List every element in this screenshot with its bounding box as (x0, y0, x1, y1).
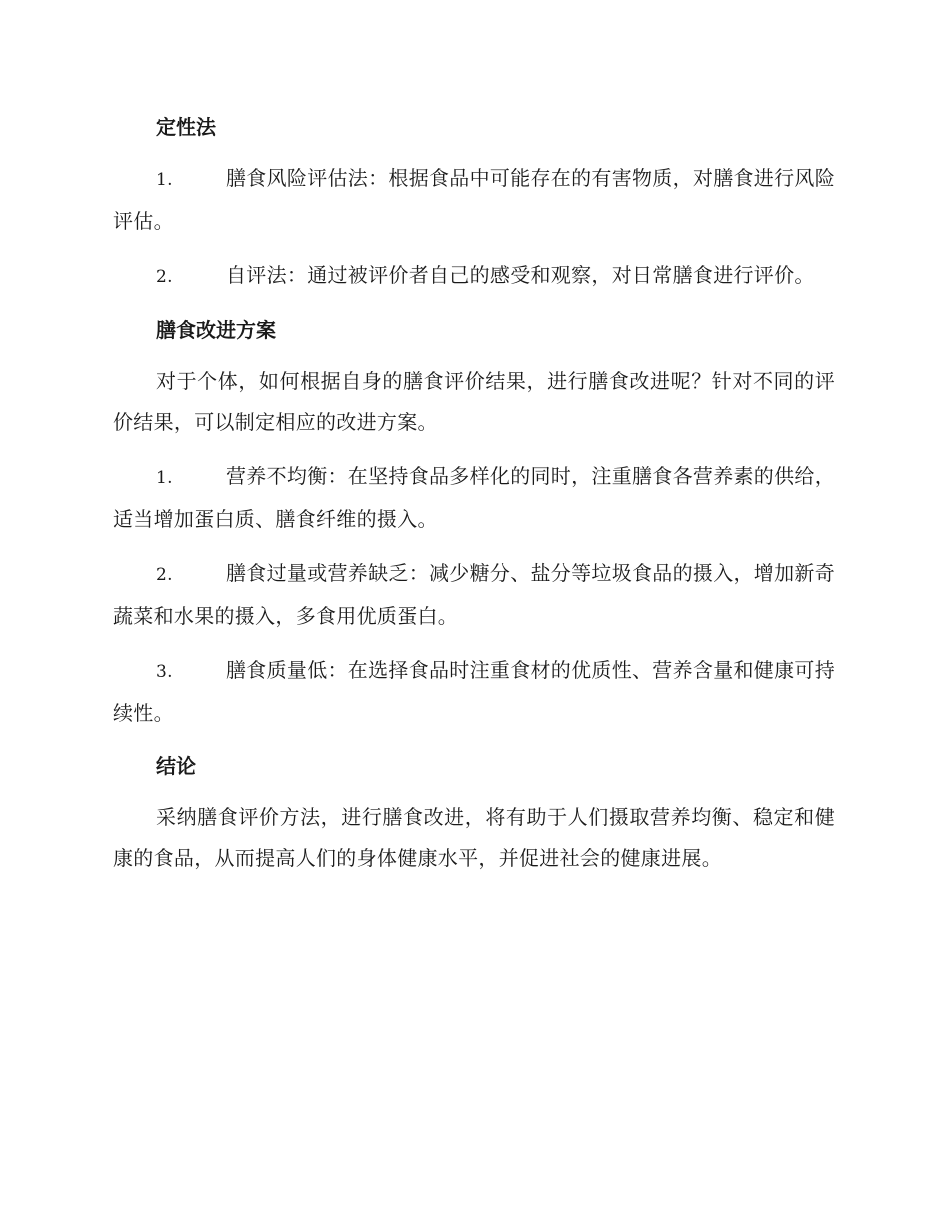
list-item-number: 1. (156, 468, 173, 488)
list-item-text: 自评法：通过被评价者自己的感受和观察，对日常膳食进行评价。 (226, 263, 815, 287)
list-item-text: 营养不均衡：在坚持食品多样化的同时，注重膳食各营养素的供给，适当增加蛋白质、膳食纤维的摄入。 (113, 464, 835, 531)
conclusion-paragraph: 采纳膳食评价方法，进行膳食改进，将有助于人们摄取营养均衡、稳定和健康的食品，从而提高人们的身体健康水平，并促进社会的健康进展。 (113, 805, 835, 870)
list-item (113, 553, 835, 637)
list-item (113, 255, 835, 298)
list-item (113, 456, 835, 540)
list-item-text: 膳食质量低：在选择食品时注重食材的优质性、营养含量和健康可持续性。 (113, 658, 835, 725)
list-item-text: 膳食过量或营养缺乏：减少糖分、盐分等垃圾食品的摄入，增加新奇蔬菜和水果的摄入，多食用优质蛋白。 (113, 561, 835, 628)
list-item-text: 膳食风险评估法：根据食品中可能存在的有害物质，对膳食进行风险评估。 (113, 166, 835, 233)
section-heading-conclusion: 结论 (156, 754, 196, 778)
list-item-number: 1. (156, 170, 173, 190)
list-item (113, 650, 835, 734)
section-heading-qualitative: 定性法 (156, 115, 216, 139)
document-page (113, 108, 835, 892)
list-item-number: 3. (156, 662, 173, 682)
list-item (113, 158, 835, 242)
section-heading-improvement: 膳食改进方案 (156, 318, 276, 342)
improvement-intro-paragraph: 对于个体，如何根据自身的膳食评价结果，进行膳食改进呢？针对不同的评价结果，可以制定相应的改进方案。 (113, 369, 835, 434)
list-item-number: 2. (156, 565, 173, 585)
list-item-number: 2. (156, 267, 173, 287)
